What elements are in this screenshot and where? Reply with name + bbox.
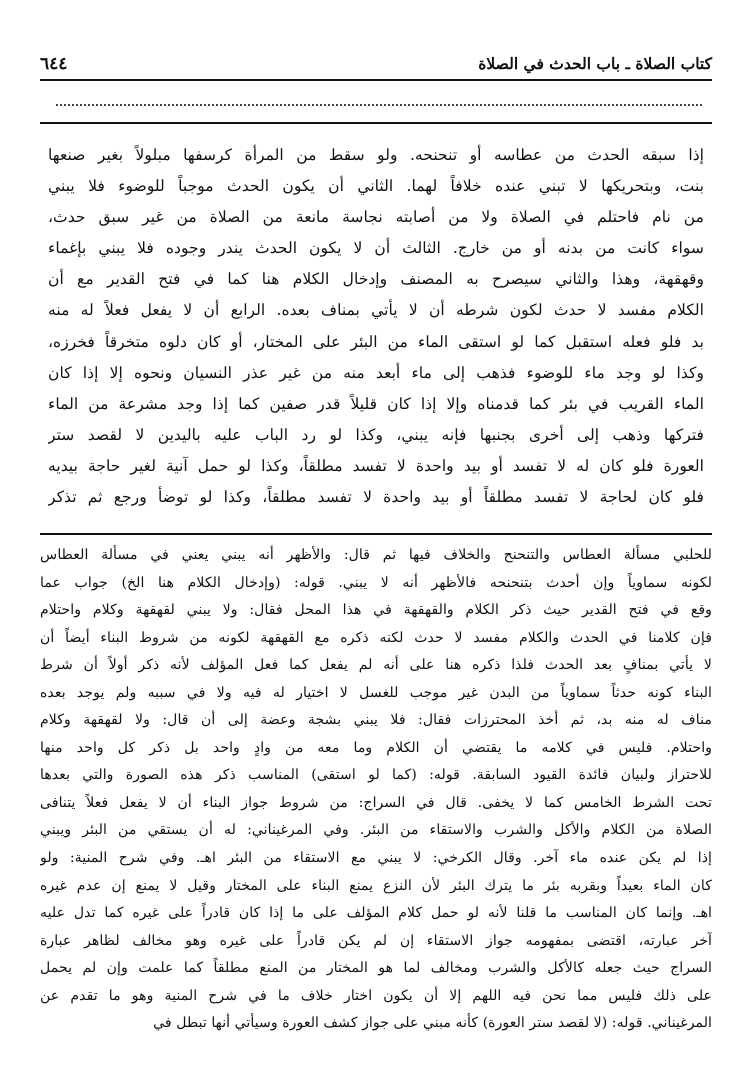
commentary-line: لكونه سماوياً وإن أحدث بتنحنحه فالأظهر أنه لا يبني. قوله: (وإدخال الكلام هنا الخ) جواب عما	[40, 574, 712, 591]
main-line: إذا سبقه الحدث من عطاسه أو تنحنحه. ولو سقط من المرأة كرسفها مبلولاً بغير صنعها	[48, 146, 704, 164]
commentary-line: الصلاة من الكلام والأكل والشرب والاستقاء من البئر. وفي المرغيناني: له أن يستقي من البئر ويبني	[40, 822, 712, 839]
main-line: فلو كان لحاجة لا تفسد مطلقاً أو بيد واحدة لا تفسد مطلقاً، وكذا لو توضأ ورجع ثم تذكر	[48, 488, 704, 507]
commentary-line: البناء كونه حدثاً سماوياً من البدن غير موجب للغسل لا اختيار له فيه ولا في سببه ولم يوجد بعده	[40, 684, 712, 701]
commentary-line: آخر عبارته، اقتضى بمفهومه جواز الاستقاء إن لم يكن قادراً على غيره وهو مخالف لظاهر عبارة	[40, 932, 712, 949]
commentary-line: واحتلام. فليس في كلامه ما يقتضي أن الكلام وما معه من وادٍ واحد بل ذكر كل واحد منها	[40, 739, 712, 756]
commentary-line: فإن كلامنا في الحدث والكلام مفسد لا حدث لكنه ذكره مع القهقهة لكونه من شروط البناء أيضاً أن	[40, 629, 712, 646]
page-number: ٦٤٤	[40, 54, 68, 74]
commentary-line: على ذلك فليس مما نحن فيه اللهم إلا أن يكون اختار خلاف ما في شرح المنية وهو ما تقدم عن	[40, 987, 712, 1004]
main-line: فتركها وذهب إلى أخرى بجنبها فإنه يبني، وكذا لو رد الباب عليه باليدين لا لقصد ستر	[48, 425, 704, 444]
commentary-line: للحلبي مسألة العطاس والتنحنح والخلاف فيها ثم قال: والأظهر أنه يبني يعني في مسألة العطاس	[40, 547, 712, 563]
commentary-line: اهـ. وإنما كان المناسب ما قلنا لأنه لو حمل كلام المؤلف على ما إذا كان قادراً على غيره كما تدل عليه	[40, 905, 712, 922]
commentary-line: وقع في فتح القدير حيث ذكر الكلام والقهقهة في هذا المحل فقال: ولا يبني لقهقهة وكلام واحتلام	[40, 602, 712, 619]
commentary-line: المرغيناني. قوله: (لا لقصد ستر العورة) كأنه مبني على جواز كشف العورة وسيأتي أنها تبطل في	[153, 1015, 712, 1032]
main-line: الكلام مفسد لا حدث لكون شرطه أن لا يأتي بمناف بعده. الرابع أن لا يفعل فعلاً له منه	[48, 301, 704, 320]
main-line: وقهقهة، وهذا والثاني سيصرح به المصنف وإدخال الكلام هنا كما في فتح القدير مع أن	[48, 270, 704, 289]
commentary-line: إذا لم يكن عنده ماء آخر. وقال الكرخي: لا يبني مع الاستقاء من البئر اهـ. وفي شرح المنية: ولو	[40, 850, 712, 867]
commentary-line: مناف له منه بد، ثم أخذ المحترزات فقال: فلا يبني بشجة وعضة إلى أن قال: ولا لقهقهة وكلام	[40, 712, 712, 729]
main-text-top-rule	[40, 122, 712, 124]
commentary-text	[40, 542, 712, 1038]
main-line: من نام فاحتلم في الصلاة ولا من أصابته نجاسة مانعة من الصلاة من غير سبق حدث،	[48, 208, 704, 227]
main-line: سواء كانت من بدنه أو من خارج. الثالث أن لا يكون الحدث يندر وجوده فلا يبني بإغماء	[48, 239, 704, 258]
commentary-line: السراج حيث جعله كالأكل والشرب ومخالف لما هو المختار من المنع مطلقاً كما علمت وإن لم يحمل	[40, 960, 712, 977]
dotted-separator	[56, 92, 702, 106]
commentary-line: كان الماء بعيداً وبقربه بئر ما يترك البئر لأن النزع يمنع البناء على المختار وقيل لا يمنع إن عدم غيره	[40, 877, 712, 894]
commentary-line: تحت الشرط الخامس كما لا يخفى. قال في السراج: من شروط جواز البناء أن لا يفعل فعلاً يتنافى	[40, 794, 712, 811]
header-title: كتاب الصلاة ـ باب الحدث في الصلاة	[478, 54, 712, 73]
main-line: بنت، وبتحريكها لا تبني عنده خلافاً لهما. الثاني أن يكون الحدث موجباً للوضوء فلا يبني	[48, 177, 704, 196]
header-rule	[40, 79, 712, 81]
commentary-line: للاحتراز ولبيان فائدة القيود السابقة. قوله: (كما لو استقى) المناسب ذكر هذه الصورة والتي بعدها	[40, 767, 712, 784]
main-line: وكذا لو وجد ماء للوضوء فذهب إلى ماء أبعد منه من غير عذر النسيان ونحوه إلا إذا كان	[48, 363, 704, 382]
running-header	[40, 44, 712, 80]
footnote-separator-rule	[40, 533, 712, 535]
main-text	[48, 140, 704, 513]
main-line: بد فلو فعله استقبل كما لو استقى الماء من البئر على المختار، أو كان دلوه متخرقاً فخرزه،	[48, 332, 704, 351]
main-line: الماء القريب في بئر كما قدمناه وإلا إذا كان قليلاً قدر صفين كما إذا وجد مشرعة من الماء	[48, 394, 704, 413]
commentary-line: لا يأتي بمنافٍ بعد الحدث فلذا ذكره هنا على أنه لم يفعل كما فعل المؤلف لأنه ذكر أولاً أن شرط	[40, 657, 712, 674]
main-line: العورة فلو كان له لا تفسد أو بيد واحدة لا تفسد مطلقاً، وكذا لو حمل آنية لغير حاجة بيديه	[48, 456, 704, 475]
